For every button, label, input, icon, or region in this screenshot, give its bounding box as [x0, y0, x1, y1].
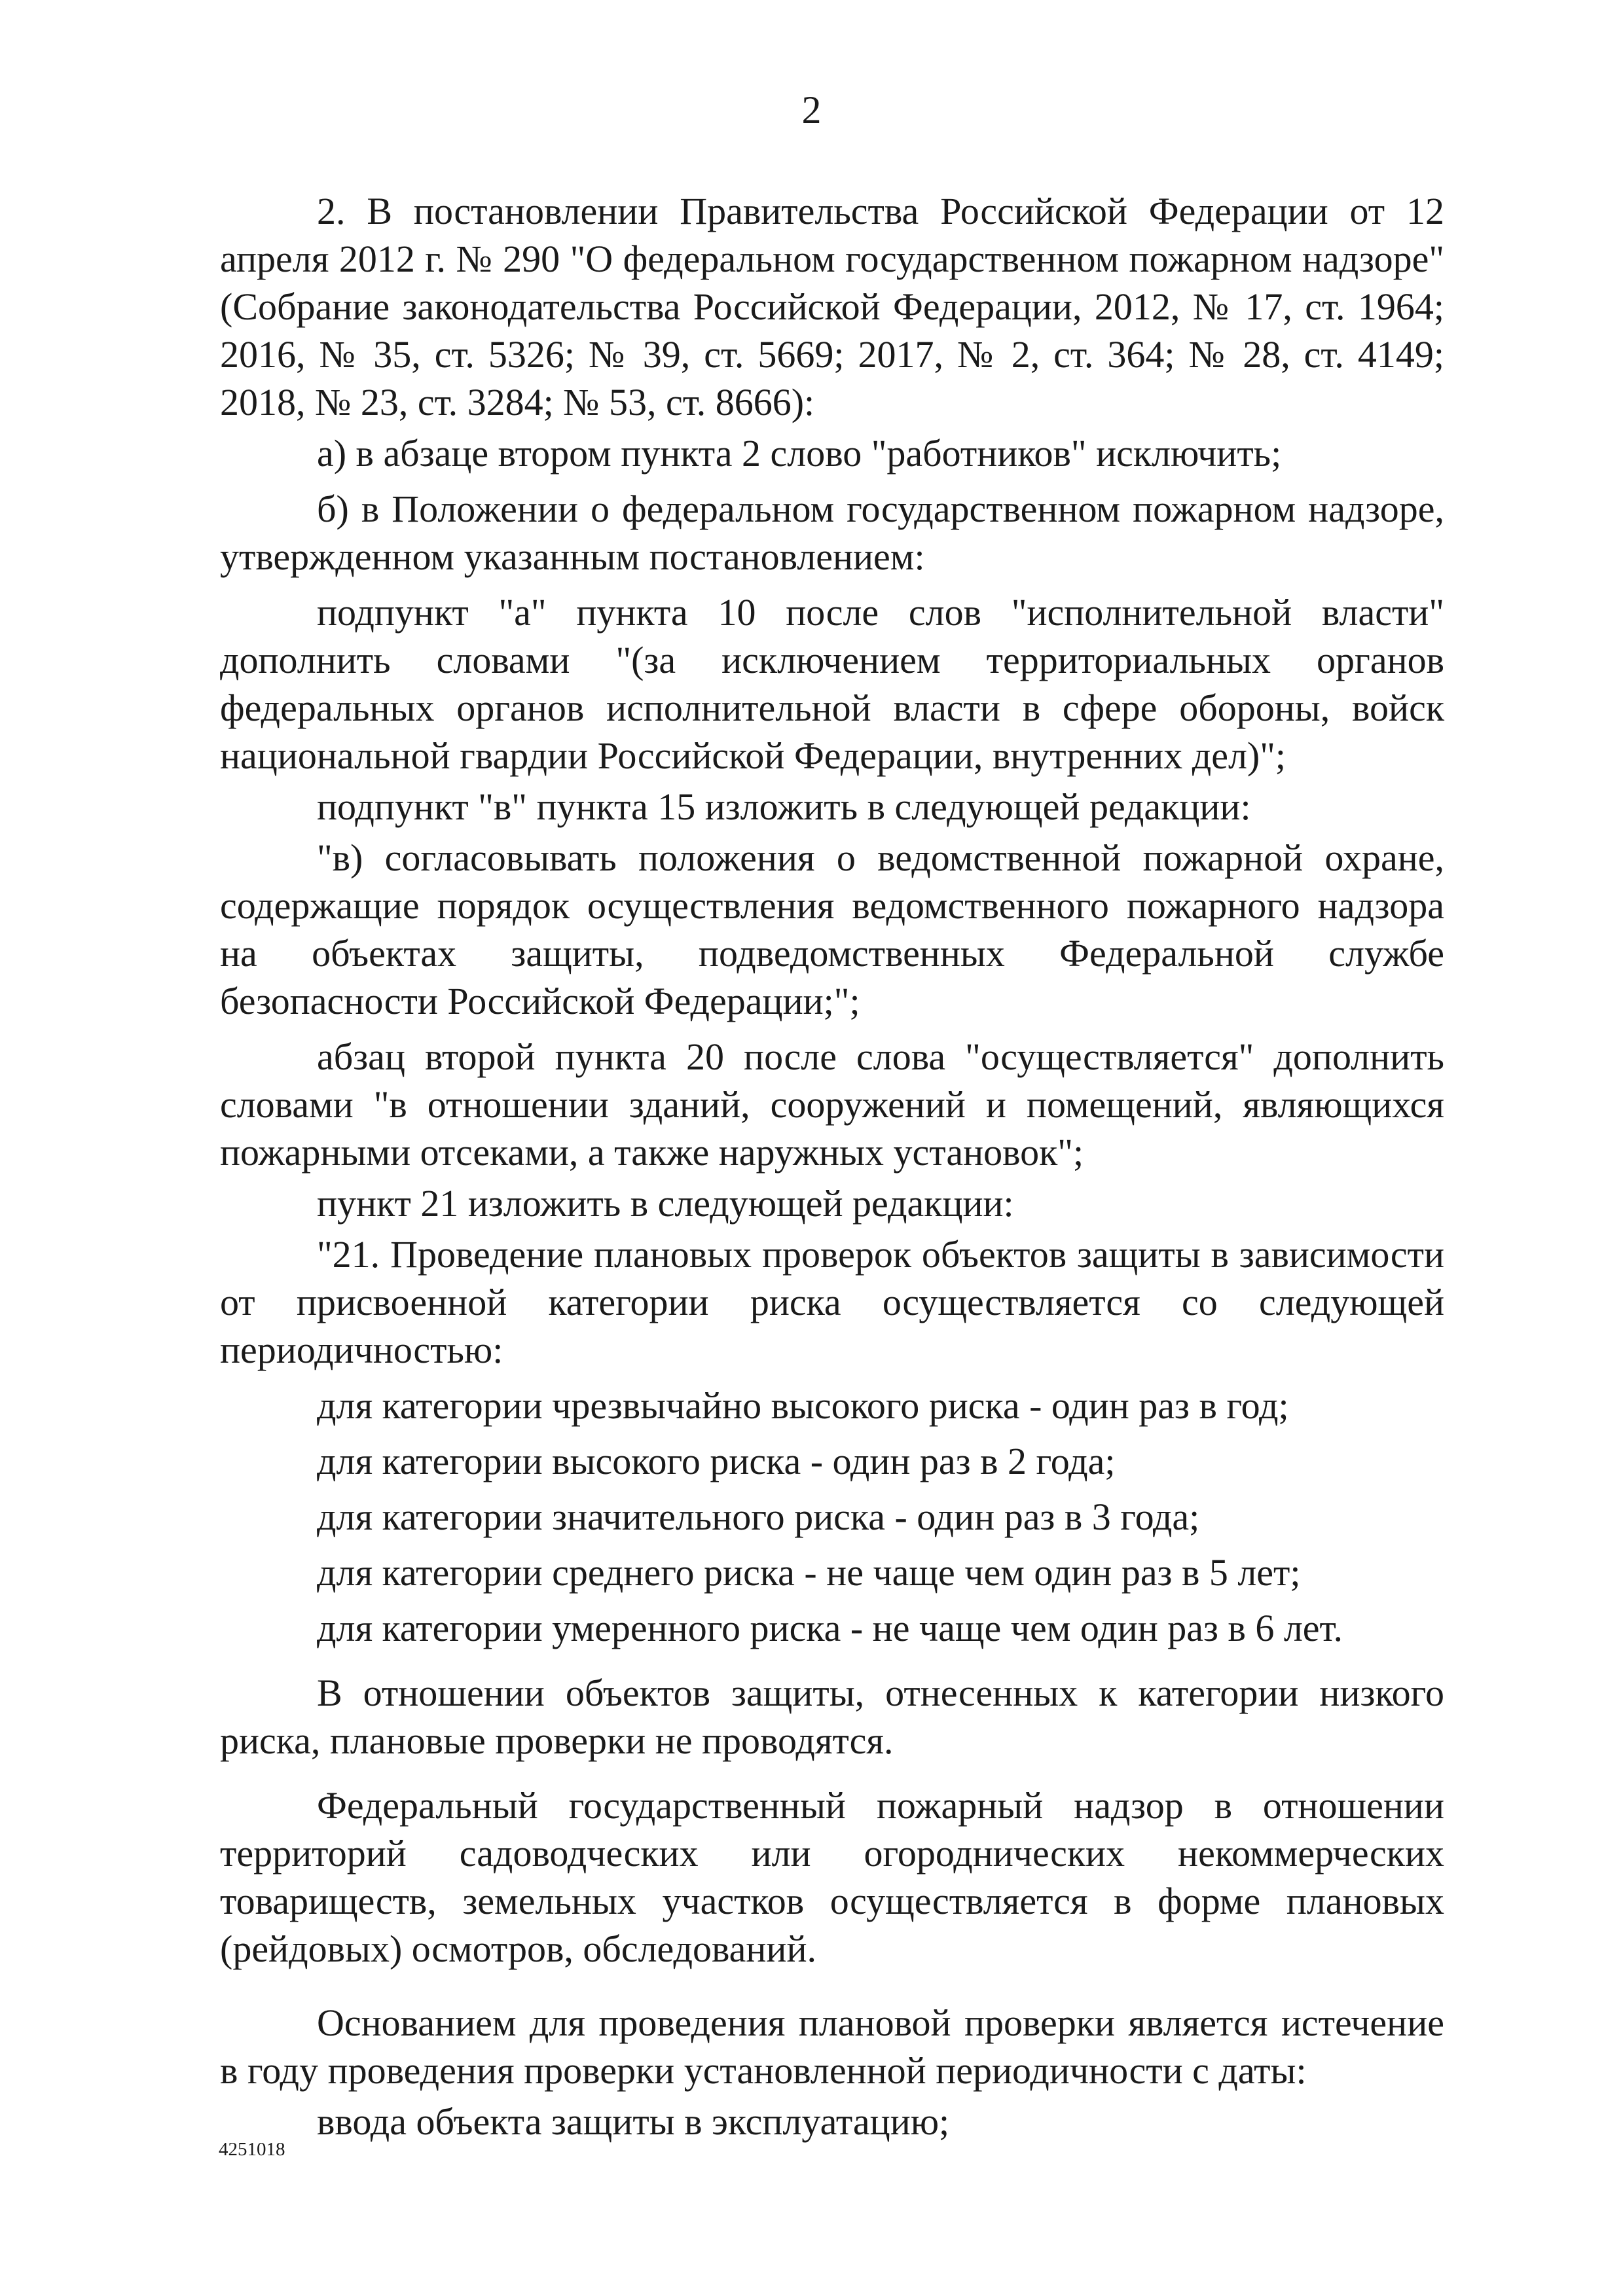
risk-category-item: для категории умеренного риска - не чаще чем один раз в 6 лет.: [317, 1607, 1343, 1649]
paragraph-point-10-amendment: подпункт "а" пункта 10 после слов "исполнительной власти" дополнить словами "(за исключением территориальных органов федеральных органов исполнительной власти в сфере обороны, войск национальной гвардии Российской Федерации, внутренних дел)";: [220, 591, 1444, 777]
paragraph-commissioning: ввода объекта защиты в эксплуатацию;: [317, 2100, 950, 2143]
risk-category-item: для категории чрезвычайно высокого риска - один раз в год;: [317, 1384, 1289, 1427]
paragraph-item-2: 2. В постановлении Правительства Российской Федерации от 12 апреля 2012 г. № 290 "О федеральном государственном пожарном надзоре" (Собрание законодательства Российской Федерации, 2012, № 17, ст. 1964; 2016, № 35, ст. 5326; № 39, ст. 5669; 2017, № 2, ст. 364; № 28, ст. 4149; 2018, № 23, ст. 3284; № 53, ст. 8666):: [220, 190, 1444, 423]
paragraph-point-20-amendment: абзац второй пункта 20 после слова "осуществляется" дополнить словами "в отношении зданий, сооружений и помещений, являющихся пожарными отсеками, а также наружных установок";: [220, 1035, 1444, 1174]
risk-category-item: для категории высокого риска - один раз в 2 года;: [317, 1440, 1116, 1482]
paragraph-point-21-intro: пункт 21 изложить в следующей редакции:: [317, 1182, 1014, 1225]
paragraph-point-15-text: "в) согласовывать положения о ведомственной пожарной охране, содержащие порядок осуществления ведомственного пожарного надзора на объектах защиты, подведомственных Федеральной службе безопасности Российской Федерации;";: [220, 836, 1444, 1022]
risk-category-item: для категории среднего риска - не чаще чем один раз в 5 лет;: [317, 1551, 1301, 1594]
document-id: 4251018: [219, 2139, 285, 2160]
paragraph-point-15-intro: подпункт "в" пункта 15 изложить в следующей редакции:: [317, 785, 1251, 828]
paragraph-point-21-text: "21. Проведение плановых проверок объектов защиты в зависимости от присвоенной категории риска осуществляется со следующей периодичностью:: [220, 1233, 1444, 1371]
paragraph-inspection-basis: Основанием для проведения плановой проверки является истечение в году проведения проверки установленной периодичности с даты:: [220, 2001, 1444, 2092]
paragraph-garden-territories: Федеральный государственный пожарный надзор в отношении территорий садоводческих или огороднических некоммерческих товариществ, земельных участков осуществляется в форме плановых (рейдовых) осмотров, обследований.: [220, 1784, 1444, 1970]
page-number: 2: [801, 88, 822, 132]
document-body: [220, 187, 1444, 2145]
paragraph-subitem-a: а) в абзаце втором пункта 2 слово "работников" исключить;: [317, 432, 1282, 475]
paragraph-low-risk: В отношении объектов защиты, отнесенных к категории низкого риска, плановые проверки не проводятся.: [220, 1672, 1444, 1762]
paragraph-subitem-b: б) в Положении о федеральном государственном пожарном надзоре, утвержденном указанным постановлением:: [220, 488, 1444, 578]
risk-category-item: для категории значительного риска - один раз в 3 года;: [317, 1496, 1200, 1538]
